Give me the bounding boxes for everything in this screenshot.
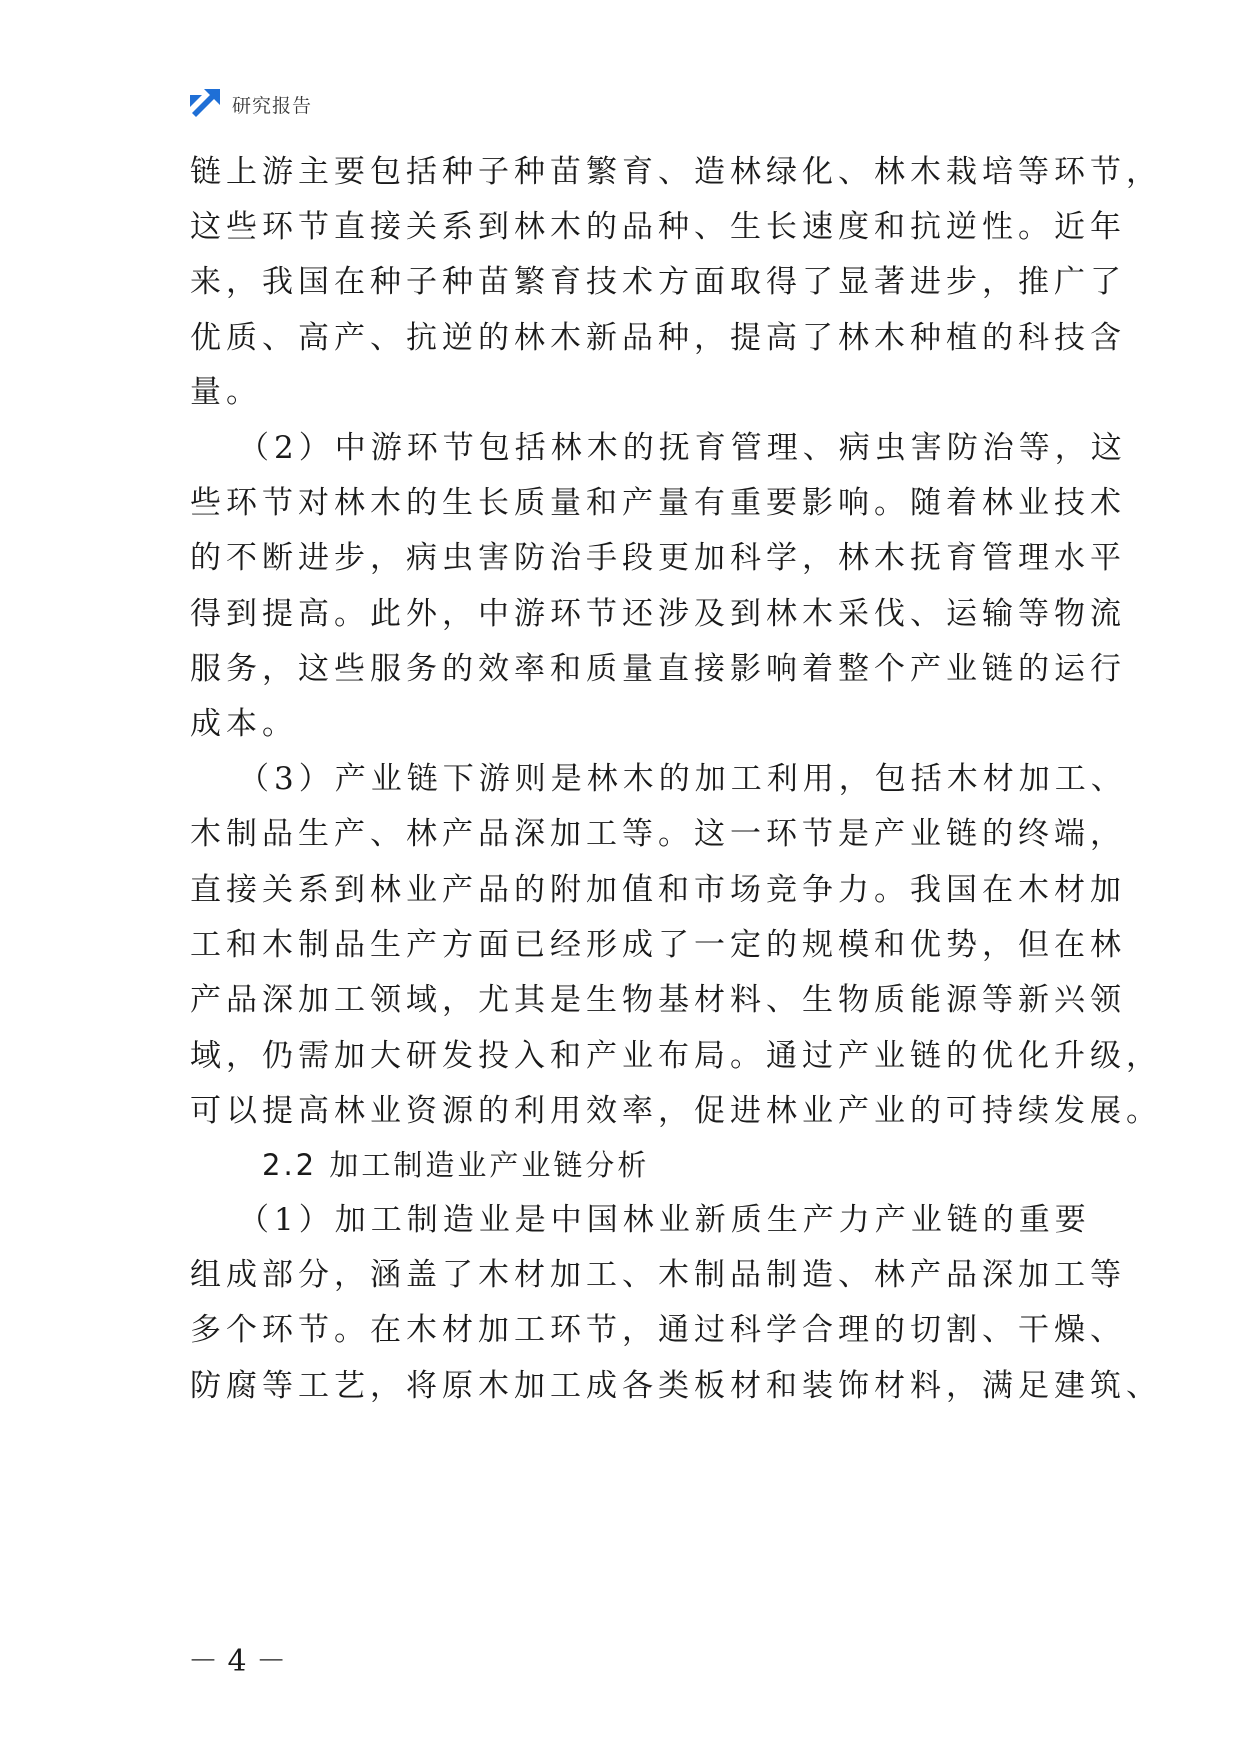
text-line: 服务，这些服务的效率和质量直接影响着整个产业链的运行 (190, 651, 1126, 687)
text-line: 多个环节。在木材加工环节，通过科学合理的切割、干燥、 (190, 1312, 1126, 1348)
text-line: 的不断进步，病虫害防治手段更加科学，林木抚育管理水平 (190, 540, 1126, 576)
text-line: 些环节对林木的生长质量和产量有重要影响。随着林业技术 (190, 485, 1126, 521)
text-line: 防腐等工艺，将原木加工成各类板材和装饰材料，满足建筑、 (190, 1368, 1162, 1404)
text-line: 组成部分，涵盖了木材加工、木制品制造、林产品深加工等 (190, 1257, 1126, 1293)
text-line: 产品深加工领域，尤其是生物基材料、生物质能源等新兴领 (190, 982, 1126, 1018)
text-line: 直接关系到林业产品的附加值和市场竞争力。我国在木材加 (190, 872, 1126, 908)
text-line: 工和木制品生产方面已经形成了一定的规模和优势，但在林 (190, 927, 1126, 963)
text-line: （2）中游环节包括林木的抚育管理、病虫害防治等，这 (238, 430, 1127, 466)
arrow-logo-icon (188, 87, 222, 121)
text-line: 这些环节直接关系到林木的品种、生长速度和抗逆性。近年 (190, 209, 1126, 245)
text-line: 域，仍需加大研发投入和产业布局。通过产业链的优化升级， (190, 1038, 1162, 1074)
header-label: 研究报告 (232, 94, 313, 117)
text-line: 成本。 (190, 706, 298, 742)
text-line: （1）加工制造业是中国林业新质生产力产业链的重要 (238, 1202, 1091, 1238)
section-heading: 2.2 加工制造业产业链分析 (262, 1148, 650, 1182)
text-line: 木制品生产、林产品深加工等。这一环节是产业链的终端， (190, 816, 1126, 852)
report-header (188, 86, 312, 122)
text-line: 可以提高林业资源的利用效率，促进林业产业的可持续发展。 (190, 1093, 1162, 1129)
text-line: 得到提高。此外，中游环节还涉及到林木采伐、运输等物流 (190, 596, 1126, 632)
text-line: 来，我国在种子种苗繁育技术方面取得了显著进步，推广了 (190, 264, 1126, 300)
page-number: － 4 － (188, 1644, 287, 1679)
text-line: 量。 (190, 374, 262, 410)
text-line: （3）产业链下游则是林木的加工利用，包括木材加工、 (238, 761, 1127, 797)
text-line: 优质、高产、抗逆的林木新品种，提高了林木种植的科技含 (190, 320, 1126, 356)
text-line: 链上游主要包括种子种苗繁育、造林绿化、林木栽培等环节， (190, 154, 1162, 190)
